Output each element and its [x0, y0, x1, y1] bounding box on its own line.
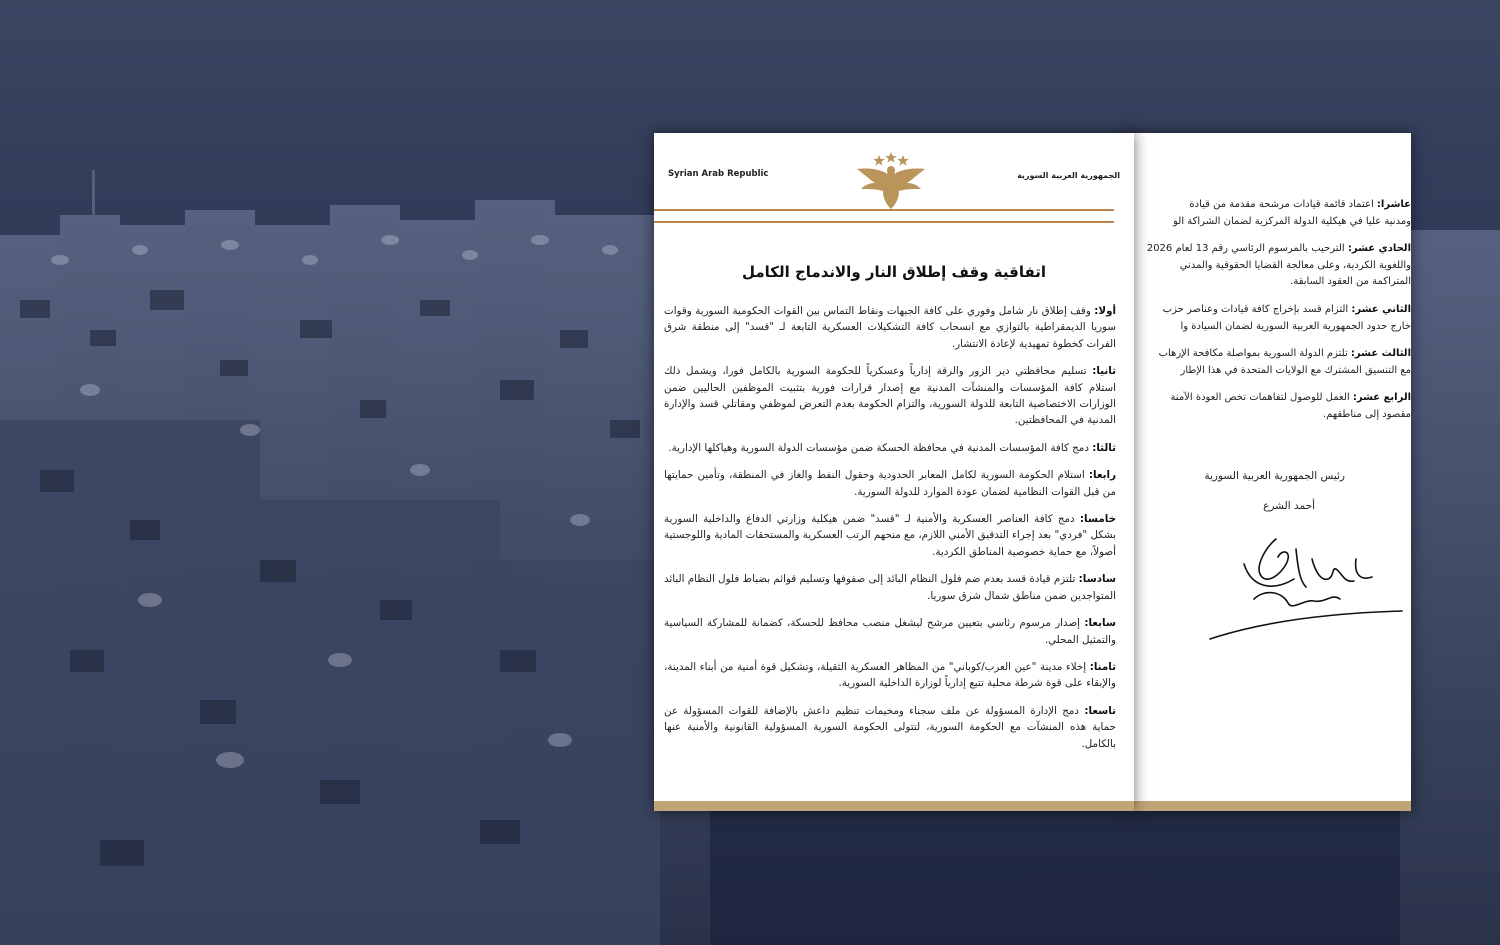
clause-12: الثاني عشر: التزام قسد بإخراج كافة قيادات وعناصر حزب خارج حدود الجمهورية العربية السورية لضمان السيادة وا: [1162, 303, 1411, 332]
document-page-2: [1128, 133, 1411, 811]
golden-eagle-emblem-icon: [853, 149, 929, 211]
clause-6: سادسا: تلتزم قيادة قسد بعدم ضم فلول النظام البائد إلى صفوفها وتسليم قوائم بضباط فلول النظام البائد المتواجدين ضمن مناطق شمال شرق سوريا.: [664, 573, 1116, 602]
document-title: اتفاقية وقف إطلاق النار والاندماج الكامل: [741, 263, 1047, 281]
letterhead-arabic: الجمهورية العربية السورية: [1017, 171, 1120, 180]
page-2-body: [1134, 197, 1411, 435]
clause-2: ثانيا: تسليم محافظتي دير الزور والرقة إدارياً وعسكرياً للحكومة السورية بالكامل فورا، ويشمل ذلك استلام كافة المؤسسات والمنشآت المدنية مع إصدار قرارات فورية بتثبيت الموظفين الحاليين ضمن الوزارات الاختصاصية التابعة للدولة السورية، والتزام الحكومة بعدم التعرض لموظفي ومقاتلي قسد والإدارة المدنية في المحافظتين.: [664, 365, 1116, 427]
page-1-body: [664, 303, 1116, 763]
page-2-footer-bar: [1128, 801, 1411, 811]
clause-14: الرابع عشر: العمل للوصول لتفاهمات تخص العودة الآمنة مقصود إلى مناطقهم.: [1170, 392, 1411, 420]
handwritten-signature-icon: [1204, 529, 1404, 649]
letterhead-divider-bottom: [654, 221, 1114, 223]
clause-10: عاشرا: اعتماد قائمة قيادات مرشحة مقدمة من قيادة ومدنية عليا في هيكلية الدولة المركزية لضمان الشراكة الو: [1173, 199, 1411, 227]
clause-5: خامسا: دمج كافة العناصر العسكرية والأمنية لـ "قسد" ضمن هيكلية وزارتي الدفاع والداخلية السورية بشكل "فردي" بعد إجراء التدقيق الأمني اللازم، مع منحهم الرتب العسكرية والمستحقات المادية واللوجستية أصولاً، مع حماية خصوصية المناطق الكردية.: [664, 513, 1116, 558]
clause-8: ثامنا: إخلاء مدينة "عين العرب/كوباني" من المظاهر العسكرية الثقيلة، وتشكيل قوة أمنية من أبناء المدينة، والإبقاء على قوة شرطة محلية تتبع إدارياً لوزارة الداخلية السورية.: [664, 660, 1116, 690]
clause-3: ثالثا: دمج كافة المؤسسات المدنية في محافظة الحسكة ضمن مؤسسات الدولة السورية وهياكلها الإدارية.: [668, 441, 1116, 454]
letterhead-divider-top: [654, 209, 1114, 211]
clause-9: تاسعا: دمج الإدارة المسؤولة عن ملف سجناء ومخيمات تنظيم داعش بالإضافة للقوات المسؤولة عن حماية هذه المنشآت مع الحكومة السورية، لتتولى الحكومة السورية المسؤولية القانونية والأمنية عنها بالكامل.: [664, 704, 1116, 750]
clause-4: رابعا: استلام الحكومة السورية لكامل المعابر الحدودية وحقول النفط والغاز في المنطقة، وتأمين حمايتها من قبل القوات النظامية لضمان عودة الموارد للدولة السورية.: [664, 469, 1117, 498]
page-1-footer-bar: [654, 801, 1134, 811]
signatory-name: أحمد الشرع: [1263, 500, 1315, 512]
letterhead-english: Syrian Arab Republic: [668, 169, 769, 179]
clause-11: الحادي عشر: الترحيب بالمرسوم الرئاسي رقم 13 لعام 2026 واللغوية الكردية، وعلى معالجة القضايا الحقوقية والمدني المتراكمة من العقود السابقة.: [1146, 243, 1411, 288]
clause-7: سابعا: إصدار مرسوم رئاسي بتعيين مرشح ليشغل منصب محافظ للحسكة، كضمانة للمشاركة السياسية والتمثيل المحلي.: [664, 617, 1116, 646]
signatory-title: رئيس الجمهورية العربية السورية: [1204, 470, 1345, 482]
document-page-1: [654, 133, 1134, 811]
clause-1: أولا: وقف إطلاق نار شامل وفوري على كافة الجبهات ونقاط التماس بين القوات الحكومية السورية وقوات سوريا الديمقراطية بالتوازي مع انسحاب كافة التشكيلات العسكرية التابعة لـ "قسد" إلى منطقة شرق الفرات كخطوة تمهيدية لإعادة الانتشار.: [664, 305, 1116, 350]
clause-13: الثالث عشر: تلتزم الدولة السورية بمواصلة مكافحة الإرهاب مع التنسيق المشترك مع الولايات المتحدة في هذا الإطار: [1158, 348, 1411, 376]
